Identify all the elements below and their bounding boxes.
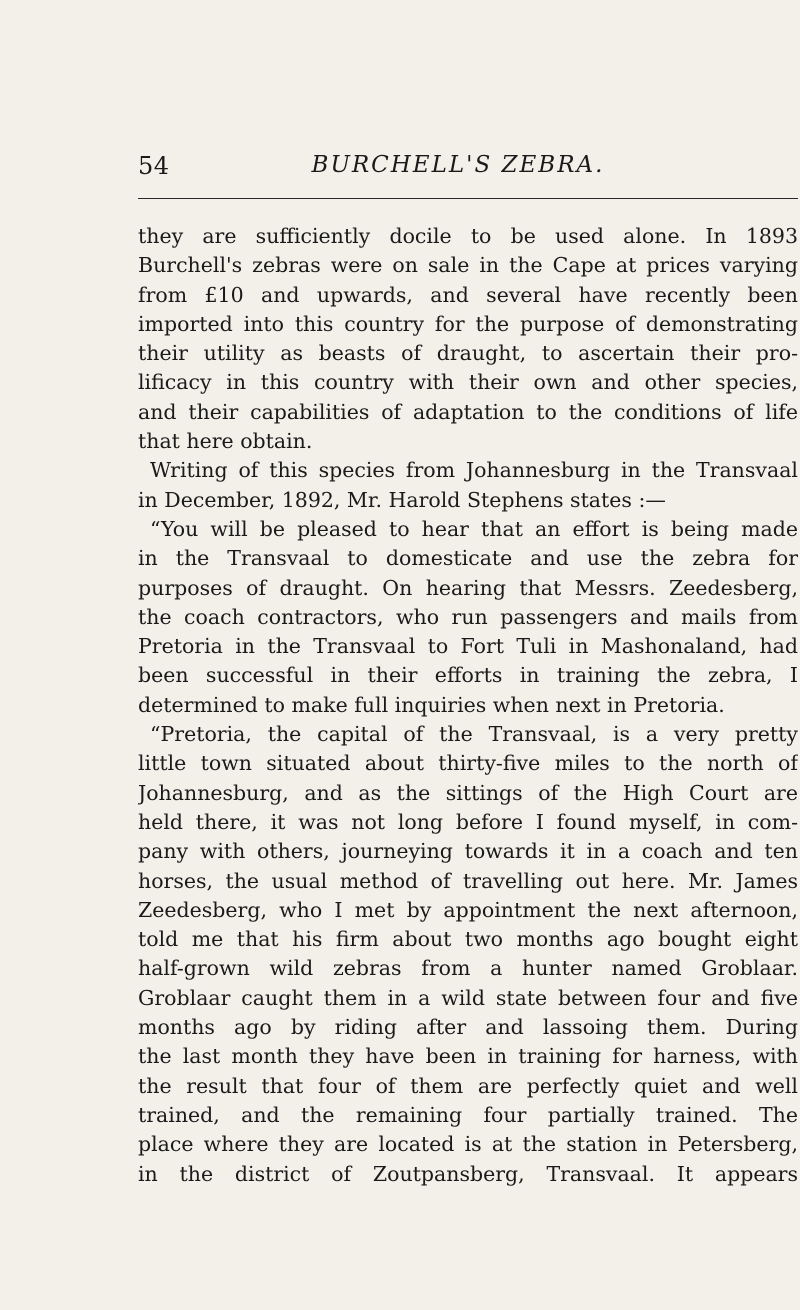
text-line: in the district of Zoutpansberg, Transvaal. It appears <box>138 1161 798 1186</box>
text-line: told me that his firm about two months ago bought eight <box>138 927 798 952</box>
text-line: “Pretoria, the capital of the Transvaal, is a very pretty <box>150 722 798 747</box>
text-line: purposes of draught. On hearing that Messrs. Zeedesberg, <box>138 575 798 600</box>
text-line: Johannesburg, and as the sittings of the High Court are <box>138 780 798 805</box>
text-line: the coach contractors, who run passengers and mails from <box>138 604 798 629</box>
text-line: “You will be pleased to hear that an effort is being made <box>150 516 798 541</box>
text-line: months ago by riding after and lassoing them. During <box>138 1015 798 1040</box>
running-title: BURCHELL'S ZEBRA. <box>311 152 605 178</box>
text-line: Writing of this species from Johannesburg in the Transvaal <box>150 458 798 483</box>
text-line: pany with others, journeying towards it in a coach and ten <box>138 839 798 864</box>
text-line: Groblaar caught them in a wild state between four and five <box>138 985 798 1010</box>
text-line: Zeedesberg, who I met by appointment the next afternoon, <box>138 897 798 922</box>
page-header <box>138 152 798 199</box>
text-line: they are sufficiently docile to be used alone. In 1893 <box>138 224 798 248</box>
body-text <box>138 222 798 1189</box>
text-line: lificacy in this country with their own and other species, <box>138 370 798 395</box>
text-line: trained, and the remaining four partially trained. The <box>138 1102 798 1127</box>
text-line: place where they are located is at the station in Petersberg, <box>138 1132 798 1157</box>
text-line: their utility as beasts of draught, to ascertain their pro- <box>138 341 798 366</box>
text-line: little town situated about thirty-five miles to the north of <box>138 751 798 776</box>
text-line: held there, it was not long before I found myself, in com- <box>138 809 798 834</box>
text-line: Burchell's zebras were on sale in the Cape at prices varying <box>138 253 798 278</box>
text-line: been successful in their efforts in training the zebra, I <box>138 663 798 688</box>
text-line: that here obtain. <box>138 429 313 454</box>
text-line: horses, the usual method of travelling out here. Mr. James <box>138 868 798 893</box>
text-line: imported into this country for the purpose of demonstrating <box>138 311 798 336</box>
text-line: the last month they have been in training for harness, with <box>138 1044 798 1069</box>
text-line: and their capabilities of adaptation to the conditions of life <box>138 399 798 424</box>
text-line: from £10 and upwards, and several have recently been <box>138 282 798 307</box>
page-number: 54 <box>138 152 170 180</box>
text-line: in December, 1892, Mr. Harold Stephens states :— <box>138 487 666 512</box>
text-line: the result that four of them are perfectly quiet and well <box>138 1073 798 1098</box>
text-line: Pretoria in the Transvaal to Fort Tuli in Mashonaland, had <box>138 634 798 659</box>
text-line: half-grown wild zebras from a hunter named Groblaar. <box>138 956 798 981</box>
text-line: in the Transvaal to domesticate and use the zebra for <box>138 546 798 571</box>
text-line: determined to make full inquiries when next in Pretoria. <box>138 692 725 717</box>
